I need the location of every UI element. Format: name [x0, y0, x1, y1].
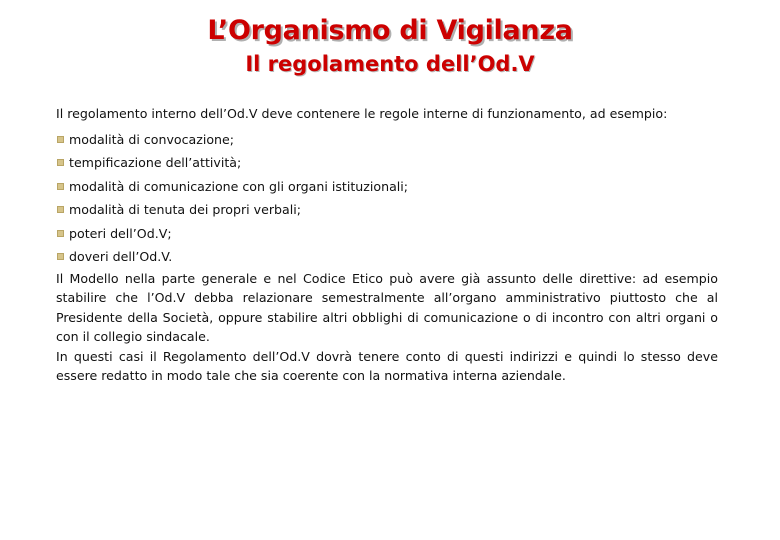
bullet-list	[56, 128, 718, 269]
square-bullet-icon	[57, 183, 64, 190]
list-item	[56, 128, 718, 152]
list-item-text: modalità di convocazione;	[69, 131, 235, 147]
square-bullet-icon	[57, 136, 64, 143]
list-item-text: tempificazione dell’attività;	[69, 155, 242, 170]
list-item-text: poteri dell’Od.V;	[69, 225, 172, 241]
list-item	[56, 222, 718, 246]
paragraph-modello: Il Modello nella parte generale e nel Codice Etico può avere già assunto delle direttive: ad esempio stabilire che l’Od.V debba relazionare semestralmente all’organo amministrativo piuttosto che al Presidente della Società, oppure stabilire altri obblighi di comunicazione o di incontro con altri organi o con il collegio sindacale.	[56, 270, 718, 344]
list-item-text: doveri dell’Od.V.	[69, 249, 173, 264]
list-item	[56, 175, 718, 199]
list-item-text: modalità di comunicazione con gli organi istituzionali;	[69, 178, 409, 194]
list-item	[56, 198, 718, 222]
square-bullet-icon	[57, 230, 64, 237]
list-item	[56, 245, 718, 269]
slide-title: L’Organismo di Vigilanza	[207, 15, 573, 46]
square-bullet-icon	[57, 159, 64, 166]
list-item-text: modalità di tenuta dei propri verbali;	[69, 202, 301, 217]
slide-body	[56, 104, 718, 386]
slide-subtitle: Il regolamento dell’Od.V	[245, 52, 535, 76]
intro-text: Il regolamento interno dell’Od.V deve contenere le regole interne di funzionamento, ad esempio:	[56, 106, 668, 121]
square-bullet-icon	[57, 253, 64, 260]
list-item	[56, 151, 718, 175]
paragraph-regolamento: In questi casi il Regolamento dell’Od.V dovrà tenere conto di questi indirizzi e quindi lo stesso deve essere redatto in modo tale che sia coerente con la normativa interna aziendale.	[56, 348, 718, 383]
square-bullet-icon	[57, 206, 64, 213]
